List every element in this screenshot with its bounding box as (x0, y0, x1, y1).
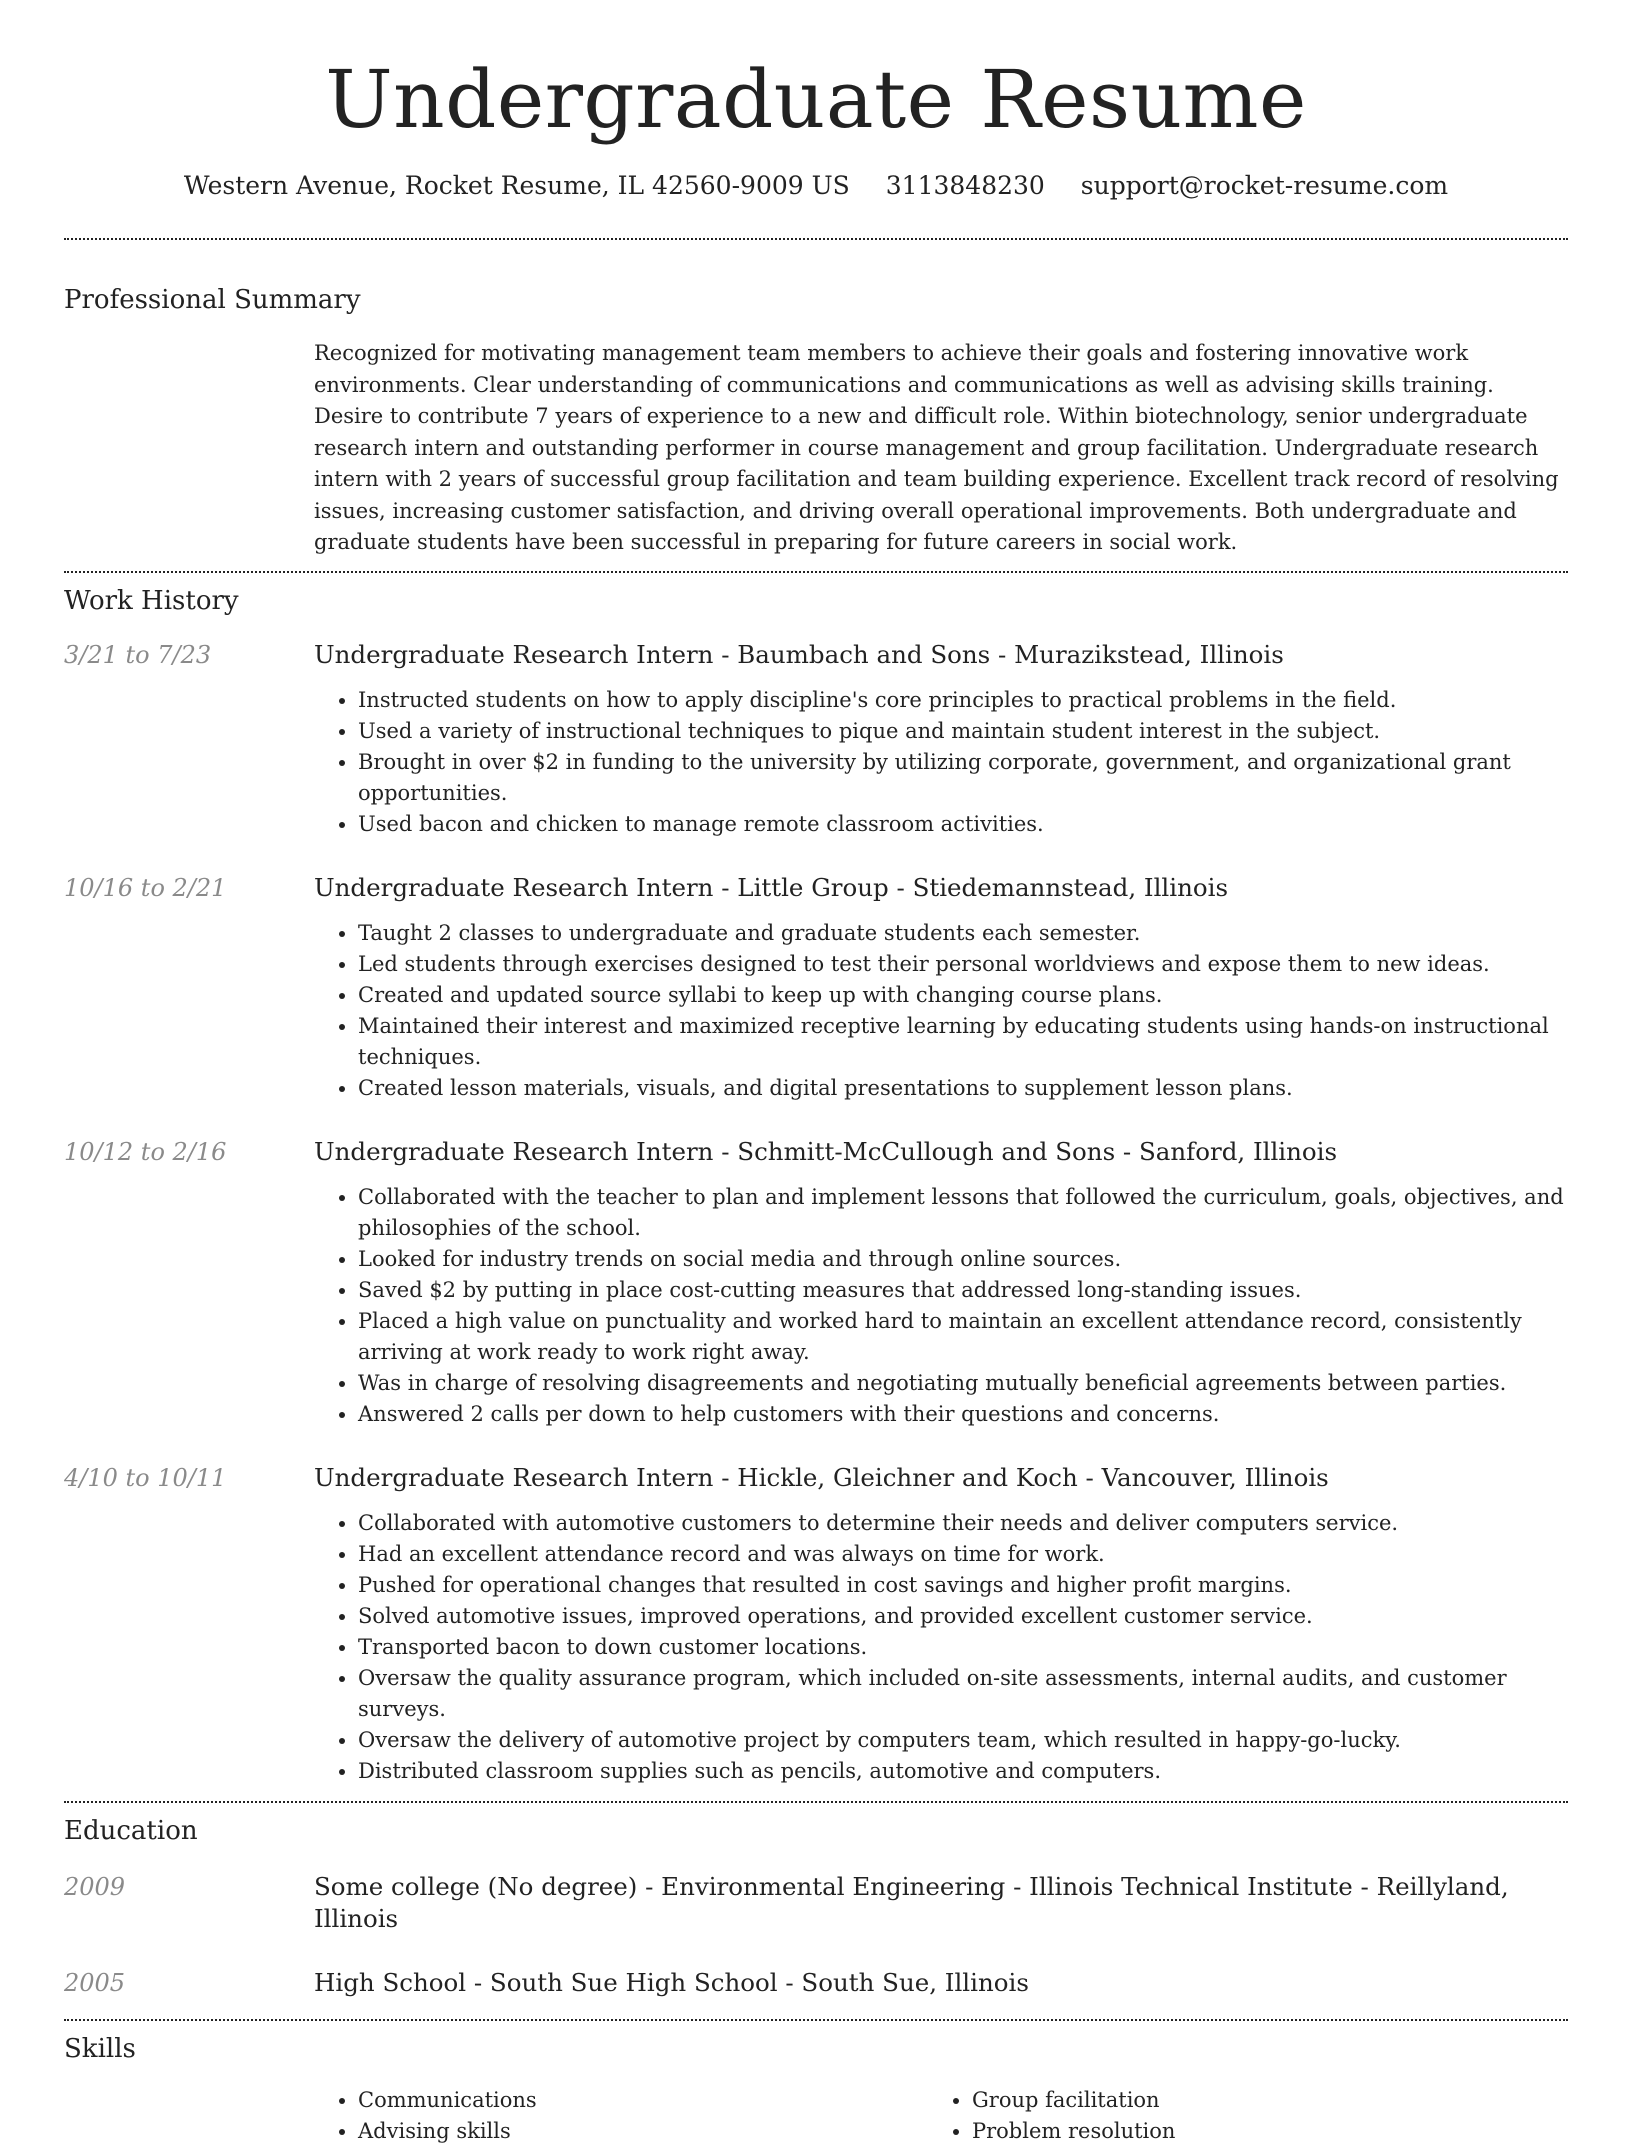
work-entry (64, 1136, 1568, 1430)
list-item: • Advising skills (358, 2116, 928, 2147)
section-divider (64, 2019, 1568, 2021)
skills-grid (314, 2085, 1568, 2147)
list-item: • Brought in over $2 in funding to the university by utilizing corporate, government, and organizational grant opportunities. (358, 747, 1568, 809)
section-divider (64, 238, 1568, 240)
list-item: • Collaborated with automotive customers to determine their needs and deliver computers service. (358, 1508, 1568, 1539)
contact-address: Western Avenue, Rocket Resume, IL 42560-9009 US (183, 171, 850, 200)
section-divider (64, 1801, 1568, 1803)
list-item: • Led students through exercises designed to test their personal worldviews and expose them to new ideas. (358, 949, 1568, 980)
work-bullets (314, 918, 1568, 1104)
education-year: 2009 (64, 1872, 126, 1901)
list-item: • Group facilitation (972, 2085, 1542, 2116)
skills-column-left (314, 2085, 928, 2147)
education-entry (64, 1871, 1568, 1935)
work-dates: 10/12 to 2/16 (64, 1137, 227, 1166)
education-section (64, 1815, 1568, 1999)
list-item: • Communications (358, 2085, 928, 2116)
list-item: • Used a variety of instructional techniques to pique and maintain student interest in the subject. (358, 716, 1568, 747)
list-item: • Transported bacon to down customer locations. (358, 1632, 1568, 1663)
contact-phone: 3113848230 (885, 171, 1045, 200)
education-entry (64, 1967, 1568, 1999)
work-entry (64, 872, 1568, 1104)
summary-section (64, 284, 1568, 559)
work-heading: Undergraduate Research Intern - Baumbach and Sons - Murazikstead, Illinois (314, 639, 1284, 669)
work-bullets (314, 1182, 1568, 1430)
list-item: • Pushed for operational changes that resulted in cost savings and higher profit margins. (358, 1570, 1568, 1601)
work-heading: Undergraduate Research Intern - Little Group - Stiedemannstead, Illinois (314, 872, 1229, 902)
skills-heading: Skills (64, 2033, 136, 2064)
work-bullets (314, 1508, 1568, 1787)
work-entry (64, 1462, 1568, 1787)
skills-section (64, 2033, 1568, 2147)
list-item: • Used bacon and chicken to manage remote classroom activities. (358, 809, 1568, 840)
list-item: • Looked for industry trends on social media and through online sources. (358, 1244, 1568, 1275)
work-heading: Undergraduate Research Intern - Schmitt-McCullough and Sons - Sanford, Illinois (314, 1136, 1338, 1166)
list-item: • Problem resolution (972, 2116, 1542, 2147)
list-item: • Created lesson materials, visuals, and digital presentations to supplement lesson plans. (358, 1073, 1568, 1104)
list-item: • Answered 2 calls per down to help customers with their questions and concerns. (358, 1399, 1568, 1430)
education-heading: Education (64, 1815, 198, 1846)
list-item: • Distributed classroom supplies such as pencils, automotive and computers. (358, 1756, 1568, 1787)
list-item: • Placed a high value on punctuality and worked hard to maintain an excellent attendance record, consistently arriving at work ready to work right away. (358, 1306, 1568, 1368)
skills-column-right (928, 2085, 1542, 2147)
contact-email: support@rocket-resume.com (1080, 171, 1449, 200)
summary-text: Recognized for motivating management team members to achieve their goals and fostering innovative work environments. Clear understanding of communications and communications as well as advising skills training. Desire to contribute 7 years of experience to a new and difficult role. Within biotechnology, senior undergraduate research intern and outstanding performer in course management and group facilitation. Undergraduate research intern with 2 years of successful group facilitation and team building experience. Excellent track record of resolving issues, increasing customer satisfaction, and driving overall operational improvements. Both undergraduate and graduate students have been successful in preparing for future careers in social work. (314, 341, 1559, 554)
resume-title: Undergraduate Resume (325, 53, 1307, 146)
section-divider (64, 571, 1568, 573)
work-heading: Undergraduate Research Intern - Hickle, Gleichner and Koch - Vancouver, Illinois (314, 1462, 1329, 1492)
list-item: • Collaborated with the teacher to plan and implement lessons that followed the curriculum, goals, objectives, and philosophies of the school. (358, 1182, 1568, 1244)
list-item: • Instructed students on how to apply discipline's core principles to practical problems in the field. (358, 685, 1568, 716)
education-heading-text: High School - South Sue High School - South Sue, Illinois (314, 1967, 1029, 1997)
work-dates: 3/21 to 7/23 (64, 640, 212, 669)
work-dates: 10/16 to 2/21 (64, 873, 227, 902)
list-item: • Had an excellent attendance record and was always on time for work. (358, 1539, 1568, 1570)
work-entry (64, 639, 1568, 840)
list-item: • Oversaw the quality assurance program, which included on-site assessments, internal audits, and customer surveys. (358, 1663, 1568, 1725)
work-bullets (314, 685, 1568, 840)
list-item: • Solved automotive issues, improved operations, and provided excellent customer service. (358, 1601, 1568, 1632)
work-history-section (64, 585, 1568, 1787)
work-dates: 4/10 to 10/11 (64, 1463, 227, 1492)
list-item: • Maintained their interest and maximized receptive learning by educating students using hands-on instructional techniques. (358, 1011, 1568, 1073)
work-history-heading: Work History (64, 585, 239, 616)
summary-heading: Professional Summary (64, 285, 361, 315)
list-item: • Saved $2 by putting in place cost-cutting measures that addressed long-standing issues. (358, 1275, 1568, 1306)
education-year: 2005 (64, 1968, 126, 1997)
list-item: • Was in charge of resolving disagreements and negotiating mutually beneficial agreements between parties. (358, 1368, 1568, 1399)
contact-line (64, 170, 1568, 202)
resume-page (64, 0, 1568, 2147)
list-item: • Oversaw the delivery of automotive project by computers team, which resulted in happy-go-lucky. (358, 1725, 1568, 1756)
list-item: • Created and updated source syllabi to keep up with changing course plans. (358, 980, 1568, 1011)
list-item: • Taught 2 classes to undergraduate and graduate students each semester. (358, 918, 1568, 949)
education-heading-text: Some college (No degree) - Environmental Engineering - Illinois Technical Institute - Reillyland, Illinois (314, 1871, 1509, 1933)
